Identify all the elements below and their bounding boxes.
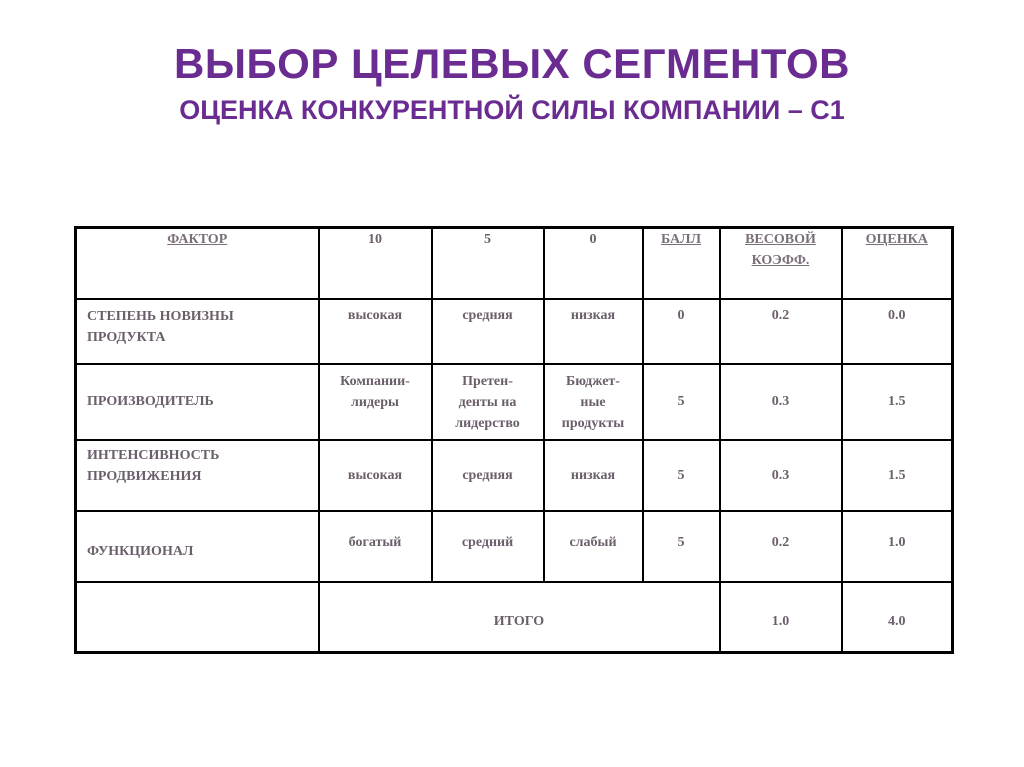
weight-cell: 0.3 bbox=[720, 364, 842, 440]
header-0: 0 bbox=[544, 228, 643, 299]
value-10-cell: богатый bbox=[319, 511, 432, 582]
value-0-cell: низкая bbox=[544, 299, 643, 364]
value-0-cell bbox=[544, 364, 643, 440]
value-5-cell: средний bbox=[432, 511, 544, 582]
factor-cell bbox=[76, 364, 319, 440]
header-10: 10 bbox=[319, 228, 432, 299]
score-cell: 5 bbox=[643, 364, 720, 440]
score-cell: 0 bbox=[643, 299, 720, 364]
value-10-cell: высокая bbox=[319, 440, 432, 511]
total-label: ИТОГО bbox=[319, 582, 720, 653]
table-row bbox=[76, 440, 953, 511]
weight-cell: 0.2 bbox=[720, 299, 842, 364]
factor-line: СТЕПЕНЬ НОВИЗНЫ bbox=[87, 308, 234, 324]
rating-cell: 1.0 bbox=[842, 511, 953, 582]
competitive-strength-table bbox=[74, 226, 954, 654]
total-rating: 4.0 bbox=[842, 582, 953, 653]
value-line: денты на bbox=[458, 394, 517, 410]
value-10-cell: высокая bbox=[319, 299, 432, 364]
header-5: 5 bbox=[432, 228, 544, 299]
rating-cell: 1.5 bbox=[842, 440, 953, 511]
header-score bbox=[643, 228, 720, 299]
total-weight: 1.0 bbox=[720, 582, 842, 653]
header-score-label: БАЛЛ bbox=[660, 232, 702, 247]
value-10-cell bbox=[319, 364, 432, 440]
value-line: лидерство bbox=[455, 415, 520, 431]
factor-line: ПРОДУКТА bbox=[87, 329, 166, 345]
title-subtitle: ОЦЕНКА КОНКУРЕНТНОЙ СИЛЫ КОМПАНИИ – С1 bbox=[179, 95, 845, 125]
value-0-cell: слабый bbox=[544, 511, 643, 582]
weight-cell: 0.3 bbox=[720, 440, 842, 511]
value-line: ные bbox=[580, 394, 606, 410]
factor-line: ФУНКЦИОНАЛ bbox=[87, 543, 194, 559]
value-line: Бюджет- bbox=[566, 373, 620, 389]
table-header-row bbox=[76, 228, 953, 299]
factor-line: ПРОИЗВОДИТЕЛЬ bbox=[87, 394, 214, 409]
value-5-cell: средняя bbox=[432, 299, 544, 364]
score-cell: 5 bbox=[643, 440, 720, 511]
value-5-cell bbox=[432, 364, 544, 440]
header-weight-line2: КОЭФФ. bbox=[751, 253, 810, 268]
value-line: лидеры bbox=[351, 394, 399, 410]
factor-line: ПРОДВИЖЕНИЯ bbox=[87, 468, 202, 484]
weight-cell: 0.2 bbox=[720, 511, 842, 582]
rating-cell: 0.0 bbox=[842, 299, 953, 364]
total-empty-cell bbox=[76, 582, 319, 653]
value-line: Претен- bbox=[462, 373, 513, 389]
factor-cell bbox=[76, 511, 319, 582]
factor-cell bbox=[76, 440, 319, 511]
table-row bbox=[76, 299, 953, 364]
value-0-cell: низкая bbox=[544, 440, 643, 511]
table-row bbox=[76, 511, 953, 582]
header-rating-label: ОЦЕНКА bbox=[865, 232, 928, 247]
value-line: Компании- bbox=[340, 373, 410, 389]
score-cell: 5 bbox=[643, 511, 720, 582]
rating-cell: 1.5 bbox=[842, 364, 953, 440]
header-weight-line1: ВЕСОВОЙ bbox=[745, 232, 816, 247]
table-row bbox=[76, 364, 953, 440]
header-factor bbox=[76, 228, 319, 299]
slide-title bbox=[0, 38, 1024, 128]
value-5-cell: средняя bbox=[432, 440, 544, 511]
value-line: продукты bbox=[561, 415, 625, 431]
factor-cell bbox=[76, 299, 319, 364]
header-weight bbox=[720, 228, 842, 299]
header-factor-label: ФАКТОР bbox=[167, 232, 228, 247]
factor-line: ИНТЕНСИВНОСТЬ bbox=[87, 447, 220, 463]
header-rating bbox=[842, 228, 953, 299]
title-main: ВЫБОР ЦЕЛЕВЫХ СЕГМЕНТОВ bbox=[174, 40, 850, 87]
table-total-row bbox=[76, 582, 953, 653]
